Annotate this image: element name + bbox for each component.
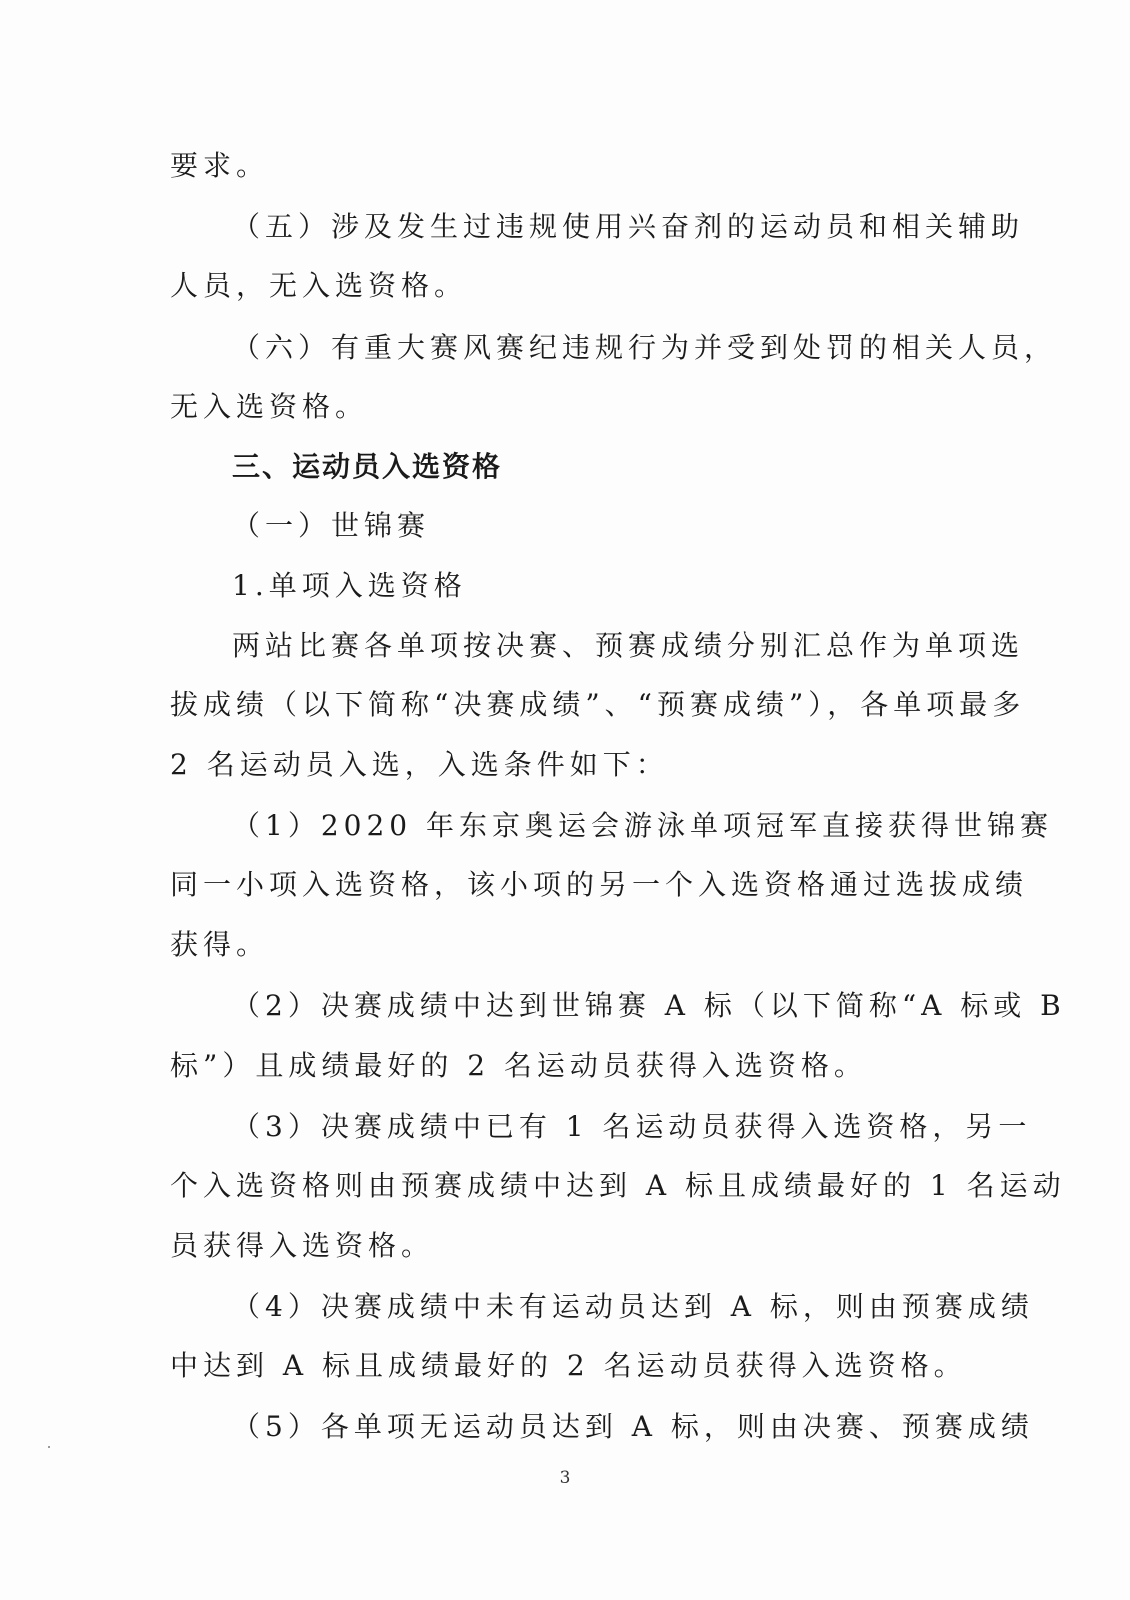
text-line-12: （1）2020 年东京奥运会游泳单项冠军直接获得世锦赛 [232, 809, 1053, 842]
text-line-16: 标”）且成绩最好的 2 名运动员获得入选资格。 [170, 1049, 867, 1082]
text-line-4: （六）有重大赛风赛纪违规行为并受到处罚的相关人员， [232, 331, 1058, 364]
section-heading: 三、运动员入选资格 [232, 450, 503, 483]
text-line-2: （五）涉及发生过违规使用兴奋剂的运动员和相关辅助 [232, 210, 1025, 243]
scan-speck [48, 1446, 50, 1448]
text-line-15: （2）决赛成绩中达到世锦赛 A 标（以下简称“A 标或 B [232, 989, 1066, 1022]
text-line-21: 中达到 A 标且成绩最好的 2 名运动员获得入选资格。 [170, 1349, 967, 1382]
text-line-8: 1.单项入选资格 [232, 569, 467, 602]
page-number: 3 [559, 1468, 571, 1488]
text-line-9: 两站比赛各单项按决赛、预赛成绩分别汇总作为单项选 [232, 629, 1025, 662]
subsection-heading: （一）世锦赛 [232, 509, 431, 542]
text-line-11: 2 名运动员入选，入选条件如下： [170, 748, 669, 781]
text-line-20: （4）决赛成绩中未有运动员达到 A 标，则由预赛成绩 [232, 1290, 1034, 1323]
text-line-18: 个入选资格则由预赛成绩中达到 A 标且成绩最好的 1 名运动 [170, 1169, 1066, 1202]
text-line-22: （5）各单项无运动员达到 A 标，则由决赛、预赛成绩 [232, 1410, 1034, 1443]
text-line-14: 获得。 [170, 928, 270, 961]
text-line-3: 人员，无入选资格。 [170, 269, 468, 302]
text-line-1: 要求。 [170, 149, 270, 182]
text-line-19: 员获得入选资格。 [170, 1229, 435, 1262]
text-line-10: 拔成绩（以下简称“决赛成绩”、“预赛成绩”），各单项最多 [170, 688, 1026, 721]
text-line-13: 同一小项入选资格，该小项的另一个入选资格通过选拔成绩 [170, 868, 1029, 901]
text-line-17: （3）决赛成绩中已有 1 名运动员获得入选资格，另一 [232, 1110, 1032, 1143]
text-line-5: 无入选资格。 [170, 390, 369, 423]
